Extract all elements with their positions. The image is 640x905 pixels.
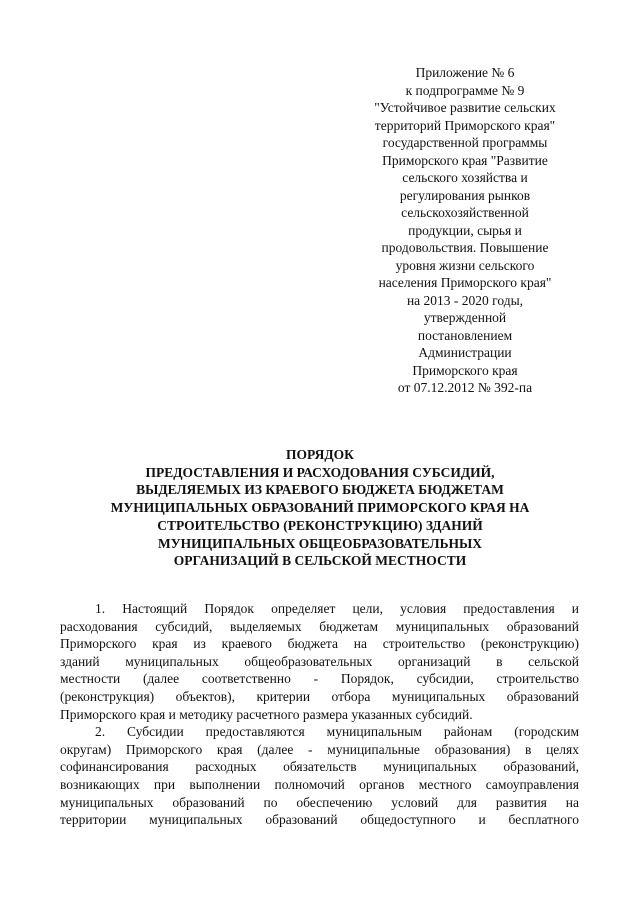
paragraph-line: 1. Настоящий Порядок определяет цели, условия предоставления и (95, 601, 579, 616)
appendix-line: регулирования рынков (399, 187, 531, 203)
paragraph-line: (реконструкция) объектов), критерии отбора муниципальных образований (60, 688, 579, 704)
appendix-header (342, 64, 588, 397)
appendix-line: сельскохозяйственной (401, 205, 529, 220)
appendix-line: Администрации (418, 345, 512, 360)
appendix-line: "Устойчивое развитие сельских (374, 100, 556, 115)
appendix-line: государственной программы (382, 135, 548, 150)
title-line: ВЫДЕЛЯЕМЫХ ИЗ КРАЕВОГО БЮДЖЕТА БЮДЖЕТАМ (136, 482, 504, 498)
appendix-line: продукции, сырья и (408, 222, 522, 238)
title-line: СТРОИТЕЛЬСТВО (РЕКОНСТРУКЦИЮ) ЗДАНИЙ (157, 517, 483, 533)
appendix-line: Приморского края "Развитие (382, 152, 548, 168)
appendix-line: Приморского края (412, 362, 518, 378)
appendix-line: к подпрограмме № 9 (405, 82, 525, 98)
title-line: МУНИЦИПАЛЬНЫХ ОБРАЗОВАНИЙ ПРИМОРСКОГО КРАЯ НА (110, 500, 530, 516)
document-body (60, 600, 579, 829)
paragraph-1 (60, 600, 579, 723)
paragraph-line: софинансирования расходных обязательств муниципальных образований, (60, 759, 579, 775)
appendix-line: Приложение № 6 (415, 65, 515, 80)
paragraph-line: зданий муниципальных общеобразовательных организаций в сельской (60, 653, 579, 669)
appendix-line: территорий Приморского края" (374, 117, 556, 133)
paragraph-line: 2. Субсидии предоставляются муниципальным районам (городским (95, 724, 579, 740)
appendix-line: на 2013 - 2020 годы, (406, 292, 524, 308)
paragraph-line: Приморского края из краевого бюджета на строительство (реконструкцию) (60, 636, 579, 652)
appendix-line: продовольствия. Повышение (381, 240, 549, 255)
title-line: ПОРЯДОК (286, 447, 354, 462)
appendix-line: населения Приморского края" (378, 275, 552, 290)
appendix-line: постановлением (417, 327, 513, 343)
paragraph-line: расходования субсидий, выделяемых бюджетам муниципальных образований (60, 618, 579, 634)
paragraph-line: округам) Приморского края (далее - муниципальные образования) в целях (60, 741, 579, 757)
paragraph-2 (60, 723, 579, 829)
document-title (60, 446, 580, 570)
title-line: МУНИЦИПАЛЬНЫХ ОБЩЕОБРАЗОВАТЕЛЬНЫХ (157, 535, 483, 551)
title-line: ОРГАНИЗАЦИЙ В СЕЛЬСКОЙ МЕСТНОСТИ (173, 553, 467, 569)
paragraph-line: местности (далее соответственно - Порядок, субсидии, строительство (60, 671, 579, 687)
appendix-line: сельского хозяйства и (402, 170, 528, 185)
appendix-line: уровня жизни сельского (395, 257, 535, 273)
appendix-line: от 07.12.2012 № 392-па (397, 380, 533, 395)
paragraph-line: Приморского края и методику расчетного размера указанных субсидий. (60, 706, 473, 722)
paragraph-line: муниципальных образований по обеспечению условий для развития на (60, 794, 579, 810)
appendix-line: утвержденной (423, 310, 507, 325)
title-line: ПРЕДОСТАВЛЕНИЯ И РАСХОДОВАНИЯ СУБСИДИЙ, (145, 464, 495, 480)
paragraph-line: возникающих при выполнении полномочий органов местного самоуправления (60, 776, 579, 792)
paragraph-line: территории муниципальных образований общедоступного и бесплатного (60, 812, 579, 828)
